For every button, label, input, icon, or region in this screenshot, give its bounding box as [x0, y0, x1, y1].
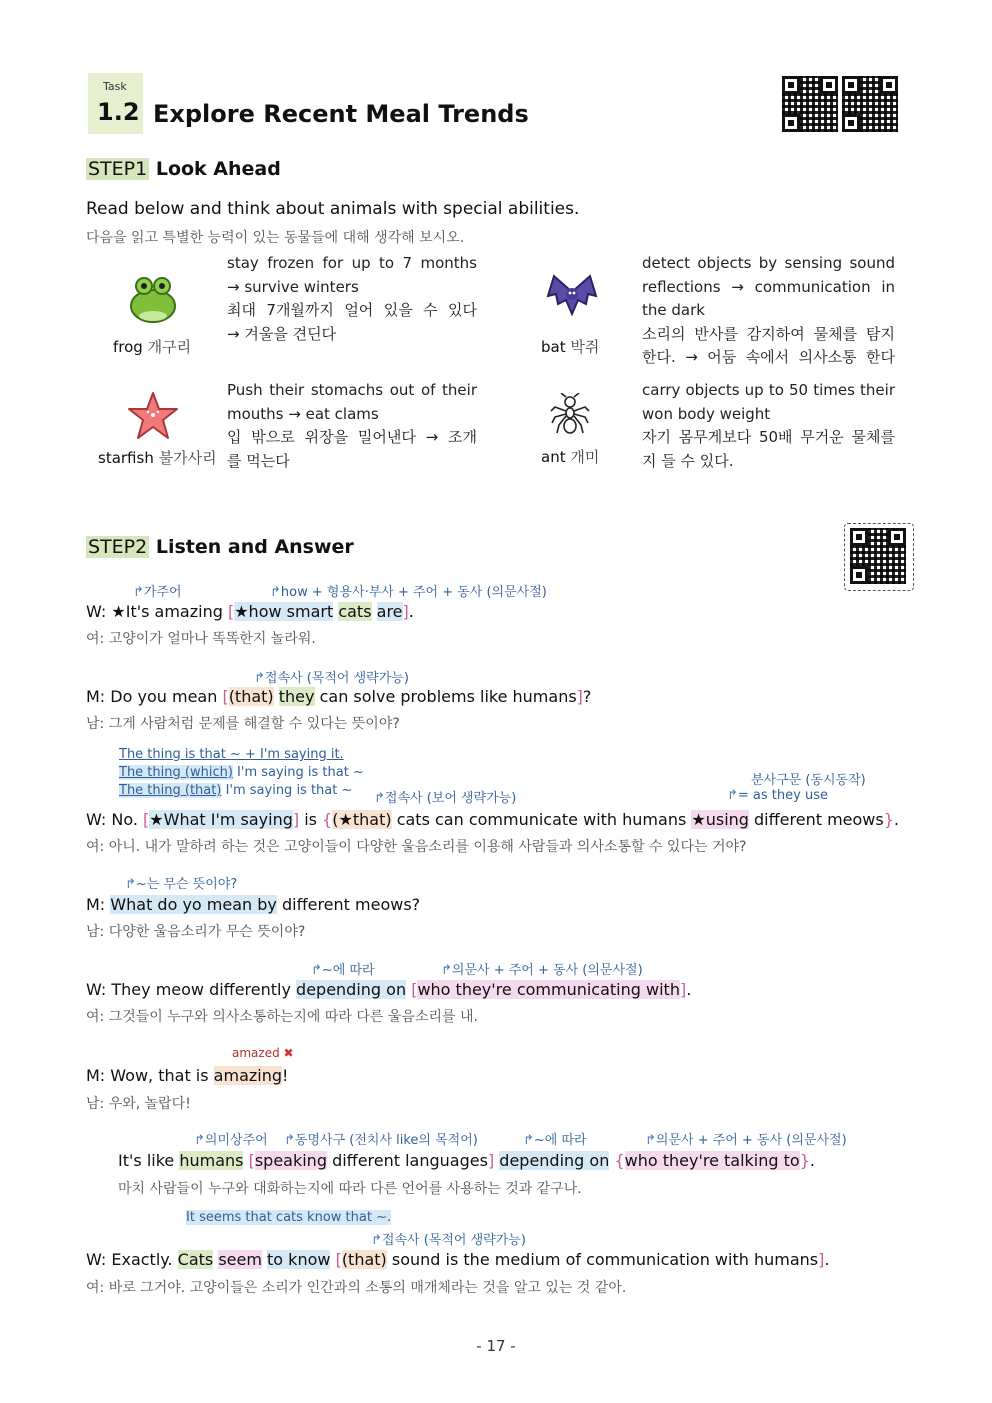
note-gerund-phrase: ↱동명사구 (전치사 like의 목적어) — [284, 1133, 478, 1148]
dialogue-line-3: W: No. [★What I'm saying] is {(★that) cats can communicate with humans ★using different meows}. — [86, 810, 899, 829]
starfish-label: starfish 불가사리 — [98, 449, 217, 467]
task-number: 1.2 — [97, 98, 140, 126]
dialogue-line-6-ko: 남: 우와, 놀랍다! — [86, 1096, 191, 1112]
dialogue-line-2: M: Do you mean [(that) they can solve problems like humans]? — [86, 687, 592, 706]
dialogue-line-7-ko: 마치 사람들이 누구와 대화하는지에 따라 다른 언어를 사용하는 것과 같구나. — [118, 1181, 582, 1197]
note-as-they-use: ↱= as they use — [727, 788, 828, 803]
step1-heading — [86, 158, 281, 180]
step1-instruction-en: Read below and think about animals with special abilities. — [86, 199, 580, 219]
dialogue-line-6: M: Wow, that is amazing! — [86, 1066, 289, 1085]
step1-title: Look Ahead — [155, 158, 281, 180]
frog-icon — [124, 270, 182, 328]
note-dummy-subject: ↱가주어 — [133, 585, 182, 600]
dialogue-line-3-ko: 여: 아니. 내가 말하려 하는 것은 고양이들이 다양한 울음소리를 이용해 사람들과 의사소통할 수 있다는 거야? — [86, 839, 747, 855]
audio-qr-code-icon[interactable] — [844, 523, 914, 591]
dialogue-line-4-ko: 남: 다양한 울음소리가 무슨 뜻이야? — [86, 924, 306, 940]
dialogue-line-8: W: Exactly. Cats seem to know [(that) sound is the medium of communication with humans]. — [86, 1250, 830, 1269]
note-depending-on: ↱~에 따라 — [311, 963, 375, 978]
note-wh-clause-2: ↱의문사 + 주어 + 동사 (의문사절) — [645, 1133, 847, 1148]
note-it-seems: It seems that cats know that ~. — [186, 1210, 392, 1225]
bat-description: detect objects by sensing sound reflections → communication in the dark 소리의 반사를 감지하여 물체를 탐지 한다. → 어둠 속에서 의사소통 한다 — [642, 254, 895, 366]
note-how-clause: ↱how + 형용사·부사 + 주어 + 동사 (의문사절) — [270, 585, 547, 600]
dialogue-line-4: M: What do yo mean by different meows? — [86, 895, 421, 914]
grammar-note-2: The thing (which) I'm saying is that ~ — [119, 765, 364, 780]
note-what-mean: ↱~는 무슨 뜻이야? — [125, 877, 238, 892]
dialogue-line-5: W: They meow differently depending on [who they're communicating with]. — [86, 980, 692, 999]
note-wh-clause: ↱의문사 + 주어 + 동사 (의문사절) — [441, 963, 643, 978]
bat-icon — [544, 270, 600, 326]
page-number: - 17 - — [476, 1337, 516, 1355]
page-title: Explore Recent Meal Trends — [153, 100, 529, 128]
dialogue-line-8-ko: 여: 바로 그거야. 고양이들은 소리가 인간과의 소통의 매개체라는 것을 알고 있는 것 같아. — [86, 1280, 627, 1296]
dialogue-line-5-ko: 여: 그것들이 누구와 의사소통하는지에 따라 다른 울음소리를 내. — [86, 1009, 478, 1025]
frog-label: frog 개구리 — [113, 338, 192, 356]
note-participle: 분사구문 (동시동작) — [751, 773, 866, 788]
step2-tag: STEP2 — [88, 536, 148, 558]
step1-instruction-ko: 다음을 읽고 특별한 능력이 있는 동물들에 대해 생각해 보시오. — [86, 230, 465, 246]
grammar-note-3: The thing (that) I'm saying is that ~ — [119, 783, 353, 798]
dialogue-line-1-ko: 여: 고양이가 얼마나 똑똑한지 놀라워. — [86, 631, 316, 647]
note-depending-on-2: ↱~에 따라 — [523, 1133, 587, 1148]
bat-label: bat 박쥐 — [541, 338, 600, 356]
ant-icon — [549, 393, 591, 435]
step1-tag: STEP1 — [88, 158, 148, 180]
note-conjunction-object-2: ↱접속사 (목적어 생략가능) — [371, 1233, 526, 1248]
ant-description: carry objects up to 50 times their won body weight 자기 몸무게보다 50배 무거운 물체를 지 들 수 있다. — [642, 381, 895, 470]
dialogue-line-7: It's like humans [speaking different languages] depending on {who they're talking to}. — [118, 1151, 815, 1170]
note-semantic-subject: ↱의미상주어 — [194, 1133, 268, 1148]
note-amazed: amazed ✖ — [232, 1046, 294, 1060]
step2-heading — [86, 536, 354, 558]
starfish-icon — [126, 390, 180, 442]
dialogue-line-2-ko: 남: 그게 사람처럼 문제를 해결할 수 있다는 뜻이야? — [86, 716, 400, 732]
frog-description: stay frozen for up to 7 months → survive winters 최대 7개월까지 얼어 있을 수 있다 → 겨울을 견딘다 — [227, 254, 477, 343]
starfish-description: Push their stomachs out of their mouths → eat clams 입 밖으로 위장을 밀어낸다 → 조개 를 먹는다 — [227, 381, 477, 470]
note-conjunction-complement: ↱접속사 (보어 생략가능) — [374, 791, 517, 806]
note-conjunction-object: ↱접속사 (목적어 생략가능) — [254, 671, 409, 686]
task-label: Task — [103, 80, 127, 93]
step2-title: Listen and Answer — [155, 536, 354, 558]
dialogue-line-1: W: ★It's amazing [★how smart cats are]. — [86, 602, 414, 621]
qr-code-icon[interactable] — [782, 76, 898, 132]
grammar-note-1: The thing is that ~ + I'm saying it. — [119, 747, 344, 762]
ant-label: ant 개미 — [541, 448, 600, 466]
